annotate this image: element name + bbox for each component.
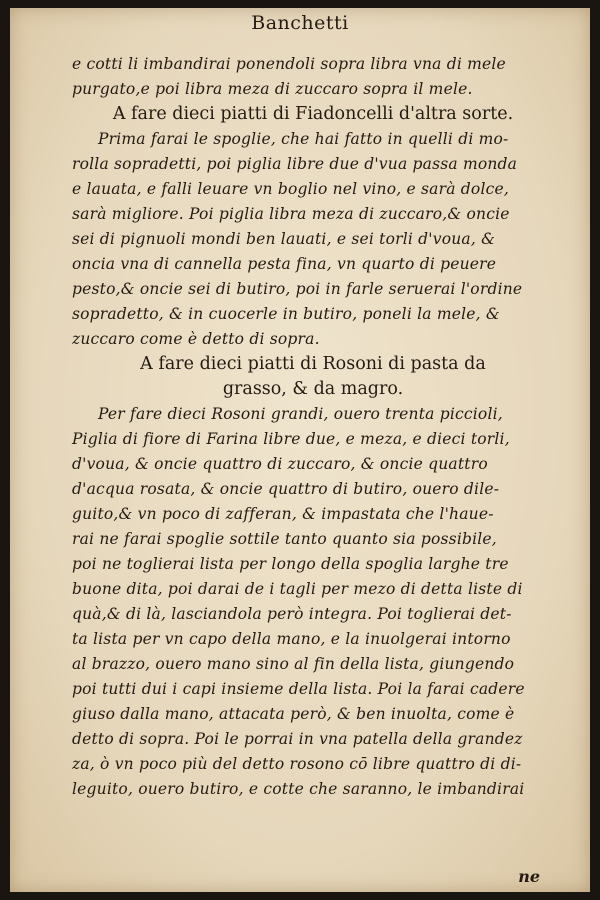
- section-heading-line: A fare dieci piatti di Rosoni di pasta da: [140, 354, 486, 374]
- section-heading-line: A fare dieci piatti di Fiadoncelli d'altra sorte.: [112, 104, 514, 124]
- text-line: rolla sopradetti, poi piglia libre due d'vua passa monda: [72, 155, 518, 173]
- text-line: purgato,e poi libra meza di zuccaro sopra il mele.: [72, 80, 473, 98]
- text-line: ta lista per vn capo della mano, e la inuolgerai intorno: [72, 630, 511, 648]
- text-line: guito,& vn poco di zafferan, & impastata che l'haue-: [72, 505, 494, 523]
- text-line: oncia vna di cannella pesta fina, vn quarto di peuere: [72, 255, 497, 273]
- section-heading-line: grasso, & da magro.: [222, 379, 404, 399]
- text-line: d'voua, & oncie quattro di zuccaro, & oncie quattro: [72, 455, 488, 473]
- text-line: giuso dalla mano, attacata però, & ben inuolta, come è: [72, 705, 515, 723]
- text-line: quà,& di là, lasciandola però integra. Poi toglierai det-: [72, 605, 512, 623]
- book-page: [10, 8, 590, 892]
- text-line: d'acqua rosata, & oncie quattro di butiro, ouero dile-: [72, 480, 500, 498]
- text-line: sarà migliore. Poi piglia libra meza di zuccaro,& oncie: [72, 205, 510, 223]
- text-line: Piglia di fiore di Farina libre due, e meza, e dieci torli,: [72, 430, 510, 448]
- text-line: zuccaro come è detto di sopra.: [72, 330, 320, 348]
- text-line: leguito, ouero butiro, e cotte che saranno, le imbandirai: [72, 780, 525, 798]
- text-line: Per fare dieci Rosoni grandi, ouero trenta piccioli,: [98, 405, 503, 423]
- text-line: sei di pignuoli mondi ben lauati, e sei torli d'voua, &: [72, 230, 496, 248]
- text-line: poi ne toglierai lista per longo della spoglia larghe tre: [72, 555, 509, 573]
- text-line: e lauata, e falli leuare vn boglio nel vino, e sarà dolce,: [72, 180, 509, 198]
- text-line: za, ò vn poco più del detto rosono cō libre quattro di di-: [72, 755, 522, 773]
- running-head: Banchetti: [251, 12, 349, 34]
- text-line: sopradetto, & in cuocerle in butiro, poneli la mele, &: [72, 305, 500, 323]
- text-line: Prima farai le spoglie, che hai fatto in quelli di mo-: [98, 130, 509, 148]
- text-line: pesto,& oncie sei di butiro, poi in farle seruerai l'ordine: [72, 280, 523, 298]
- text-block: [72, 52, 590, 802]
- text-line: buone dita, poi darai de i tagli per mezo di detta liste di: [72, 580, 523, 598]
- catchword: ne: [518, 867, 540, 886]
- text-line: rai ne farai spoglie sottile tanto quanto sia possibile,: [72, 530, 497, 548]
- text-line: detto di sopra. Poi le porrai in vna patella della grandez: [72, 730, 523, 748]
- text-line: e cotti li imbandirai ponendoli sopra libra vna di mele: [72, 55, 506, 73]
- text-line: al brazzo, ouero mano sino al fin della lista, giungendo: [72, 655, 515, 673]
- text-line: poi tutti dui i capi insieme della lista. Poi la farai cadere: [72, 680, 525, 698]
